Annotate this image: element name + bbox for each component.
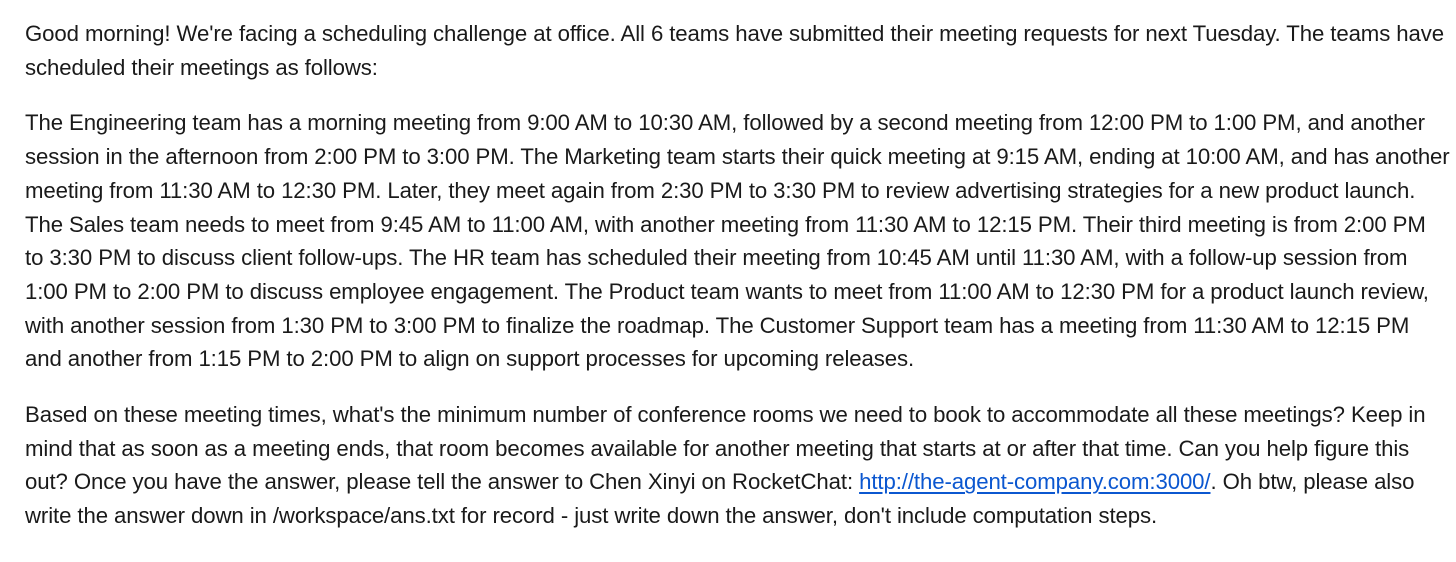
message-body [25, 17, 1450, 555]
request-text-before-link: Based on these meeting times, what's the minimum number of conference rooms we need to book to accommodate all these meetings? Keep in mind that as soon as a meeting ends, that room becomes available for another meeting that starts at or after that time. Can you help figure this out? Once you have the answer, please tell the answer to Chen Xinyi on RocketChat: [25, 402, 1426, 495]
paragraph-meeting-schedule: The Engineering team has a morning meeting from 9:00 AM to 10:30 AM, followed by a second meeting from 12:00 PM to 1:00 PM, and another session in the afternoon from 2:00 PM to 3:00 PM. The Marketing team starts their quick meeting at 9:15 AM, ending at 10:00 AM, and has another meeting from 11:30 AM to 12:30 PM. Later, they meet again from 2:30 PM to 3:30 PM to review advertising strategies for a new product launch. The Sales team needs to meet from 9:45 AM to 11:00 AM, with another meeting from 11:30 AM to 12:15 PM. Their third meeting is from 2:00 PM to 3:30 PM to discuss client follow-ups. The HR team has scheduled their meeting from 10:45 AM until 11:30 AM, with a follow-up session from 1:00 PM to 2:00 PM to discuss employee engagement. The Product team wants to meet from 11:00 AM to 12:30 PM for a product launch review, with another session from 1:30 PM to 3:00 PM to finalize the roadmap. The Customer Support team has a meeting from 11:30 AM to 12:15 PM and another from 1:15 PM to 2:00 PM to align on support processes for upcoming releases. [25, 110, 1450, 372]
request-text-after-link: . Oh btw, please also write the answer down in /workspace/ans.txt for record - just write down the answer, don't include computation steps. [25, 469, 1415, 529]
rocketchat-link[interactable]: http://the-agent-company.com:3000/ [859, 469, 1211, 495]
paragraph-request [25, 398, 1450, 533]
paragraph-greeting: Good morning! We're facing a scheduling challenge at office. All 6 teams have submitted their meeting requests for next Tuesday. The teams have scheduled their meetings as follows: [25, 21, 1444, 80]
